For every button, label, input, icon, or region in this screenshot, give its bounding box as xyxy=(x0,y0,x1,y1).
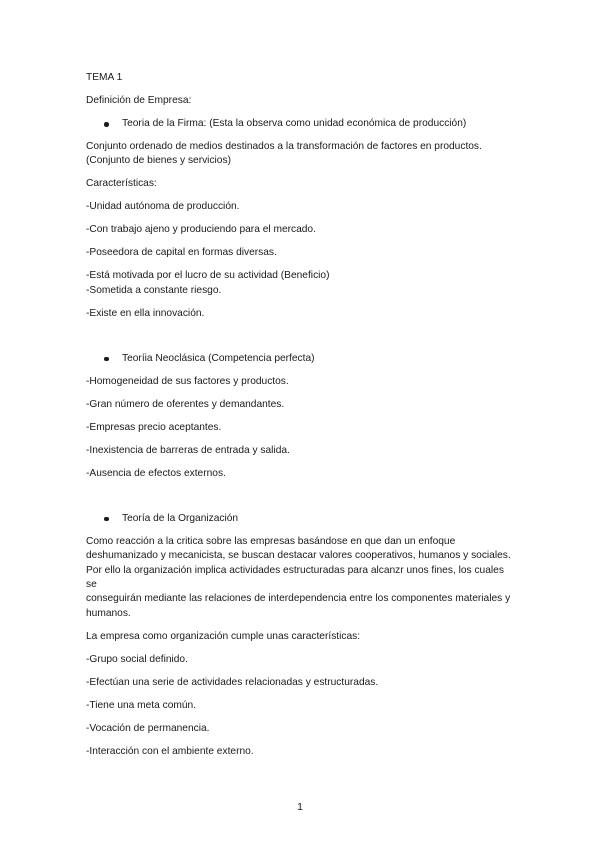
paragraph-line: deshumanizado y mecanicista, se buscan destacar valores cooperativos, humanos y sociales. xyxy=(86,550,511,562)
definition-line: (Conjunto de bienes y servicios) xyxy=(86,155,231,167)
list-item: -Tiene una meta común. xyxy=(86,699,197,711)
bullet-teoria-firma xyxy=(86,117,516,131)
list-item: -Gran número de oferentes y demandantes. xyxy=(86,398,285,410)
paragraph-line: conseguirán mediante las relaciones de interdependencia entre los componentes materiales y xyxy=(86,593,511,605)
list-item: -Efectúan una serie de actividades relacionadas y estructuradas. xyxy=(86,676,379,688)
bullet-teoria-neoclasica xyxy=(86,352,516,366)
organization-paragraph xyxy=(86,535,516,621)
list-item: -Grupo social definido. xyxy=(86,653,188,665)
list-item: -Unidad autónoma de producción. xyxy=(86,201,240,213)
list-item: -Existe en ella innovación. xyxy=(86,307,205,319)
characteristics-label: Características: xyxy=(86,178,157,190)
list-item: -Vocación de permanencia. xyxy=(86,722,210,734)
section-spacer xyxy=(86,490,516,512)
list-item: -Homogeneidad de sus factores y productos. xyxy=(86,375,289,387)
bullet-teoria-organizacion xyxy=(86,512,516,526)
list-item: -Está motivada por el lucro de su actividad (Beneficio) xyxy=(86,270,330,282)
definition-paragraph xyxy=(86,140,516,169)
document-body xyxy=(86,71,516,768)
bullet-dot-icon xyxy=(104,357,109,362)
bullet-text: Teoria de la Firma: (Esta la observa como unidad económica de producción) xyxy=(122,118,467,129)
paragraph-line: Por ello la organización implica actividades estructuradas para alcanzr unos fines, los cuales se xyxy=(86,564,504,591)
list-item: -Con trabajo ajeno y produciendo para el mercado. xyxy=(86,224,316,236)
paragraph-line: humanos. xyxy=(86,607,131,619)
bullet-dot-icon xyxy=(104,517,109,522)
bullet-text: Teoríia Neoclásica (Competencia perfecta) xyxy=(122,352,315,364)
page-number: 1 xyxy=(297,801,303,813)
list-item: -Empresas precio aceptantes. xyxy=(86,421,222,433)
list-item: -Inexistencia de barreras de entrada y salida. xyxy=(86,444,290,456)
bullet-dot-icon xyxy=(104,122,109,127)
list-item: -Ausencia de efectos externos. xyxy=(86,467,226,479)
organization-intro: La empresa como organización cumple unas características: xyxy=(86,630,361,642)
definition-line: Conjunto ordenado de medios destinados a la transformación de factores en productos. xyxy=(86,141,482,152)
heading-tema: TEMA 1 xyxy=(86,72,123,83)
list-item: -Sometida a constante riesgo. xyxy=(86,284,222,296)
bullet-text: Teoría de la Organización xyxy=(122,512,239,524)
section-spacer xyxy=(86,330,516,352)
list-item: -Interacción con el ambiente externo. xyxy=(86,745,254,757)
paragraph-line: Como reacción a la critica sobre las empresas basándose en que dan un enfoque xyxy=(86,535,456,547)
list-item: -Poseedora de capital en formas diversas. xyxy=(86,247,277,259)
definition-label: Definición de Empresa: xyxy=(86,95,192,106)
